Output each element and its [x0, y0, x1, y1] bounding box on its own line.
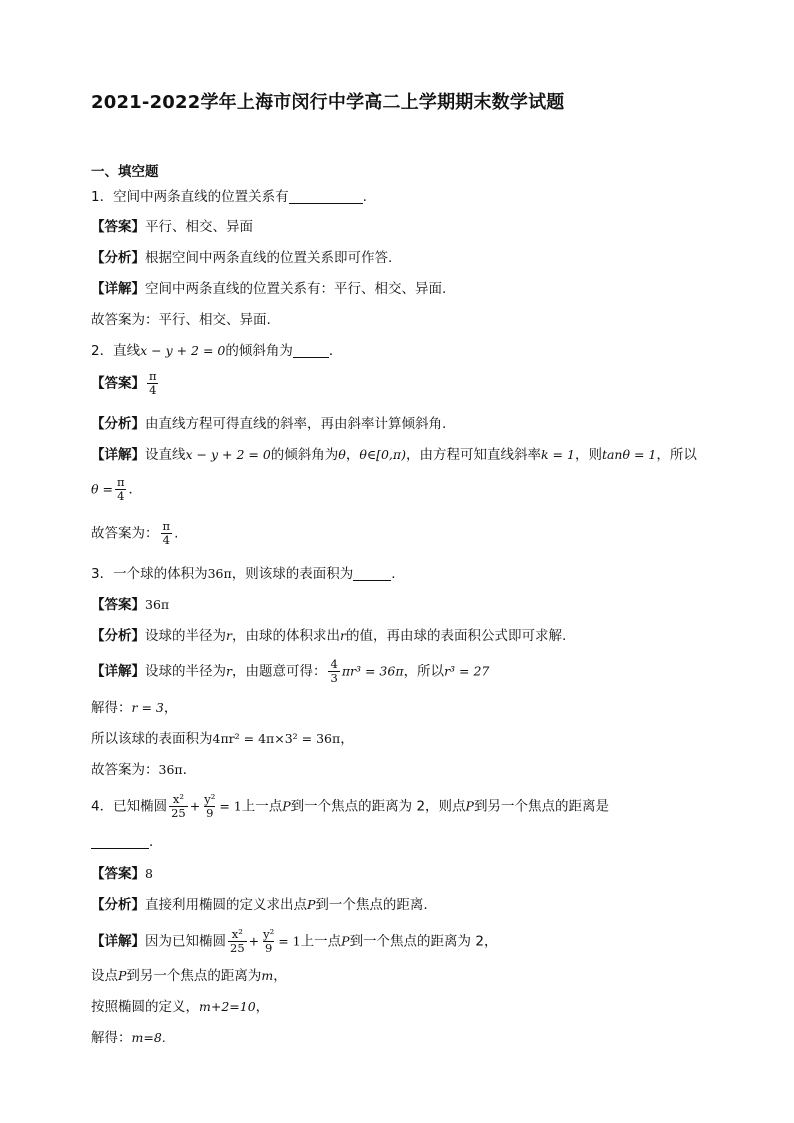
question-2: 2．直线x − y + 2 = 0的倾斜角为 ．: [91, 343, 343, 359]
section-heading: 一、填空题: [91, 164, 159, 180]
definition-4: 按照椭圆的定义，m+2=10，: [91, 999, 270, 1015]
answer-blank: [353, 566, 391, 581]
fraction: $\frac{\text{x²}}{25}$: [171, 792, 186, 820]
detail-4: 【详解】因为已知椭圆 $\frac{\text{x²}}{25}$ + $\frac{\text{y²}}{9}$ = 1上一点P到一个焦点的距离为 2，: [91, 927, 498, 955]
analysis-3: 【分析】设球的半径为r，由球的体积求出r的值，再由球的表面积公式即可求解.: [91, 628, 567, 644]
answer-blank: [91, 834, 149, 849]
detail-2: 【详解】设直线x − y + 2 = 0的倾斜角为θ，θ∈[0,π)，由方程可知直线斜率k = 1，则tanθ = 1，所以: [91, 447, 697, 463]
answer-1: 【答案】平行、相交、异面: [91, 219, 253, 235]
detail-2-cont: θ = $\frac{\pi}{4}$ ．: [91, 475, 143, 503]
analysis-1: 【分析】根据空间中两条直线的位置关系即可作答.: [91, 250, 393, 266]
answer-2: 【答案】 $\frac{\pi}{4}$: [91, 369, 157, 397]
solve-4: 解得：m=8.: [91, 1030, 166, 1046]
question-4: 4．已知椭圆 $\frac{\text{x²}}{25}$ + $\frac{\text{y²}}{9}$ = 1上一点P到一个焦点的距离为 2，则点P到另一个焦点的距离是: [91, 792, 609, 820]
conclusion-2: 故答案为： $\frac{\pi}{4}$ .: [91, 519, 179, 547]
document-title: 2021-2022学年上海市闵行中学高二上学期期末数学试题: [91, 92, 565, 113]
fraction: $\frac{\text{y²}}{9}$: [204, 792, 216, 820]
fraction: $\frac{4}{3}$: [330, 657, 338, 685]
answer-3: 【答案】36π: [91, 597, 170, 613]
analysis-2: 【分析】由直线方程可得直线的斜率，再由斜率计算倾斜角.: [91, 416, 447, 432]
question-3: 3．一个球的体积为36π，则该球的表面积为 .: [91, 566, 396, 582]
detail-1: 【详解】空间中两条直线的位置关系有：平行、相交、异面.: [91, 281, 447, 297]
analysis-4: 【分析】直接利用椭圆的定义求出点P到一个焦点的距离.: [91, 897, 428, 913]
fraction: $\frac{\text{x²}}{25}$: [230, 927, 245, 955]
area-3: 所以该球的表面积为4πr² = 4π×3² = 36π，: [91, 731, 354, 747]
fraction: $\frac{\text{y²}}{9}$: [263, 927, 275, 955]
fraction: $\frac{\pi}{4}$: [149, 369, 157, 397]
conclusion-1: 故答案为：平行、相交、异面.: [91, 312, 271, 328]
question-4-blank: ．: [91, 832, 163, 852]
set-4: 设点P到另一个焦点的距离为m，: [91, 968, 287, 984]
fraction: $\frac{\pi}{4}$: [116, 475, 125, 503]
conclusion-3: 故答案为：36π.: [91, 762, 187, 778]
question-1: 1．空间中两条直线的位置关系有 .: [91, 189, 367, 205]
answer-4: 【答案】8: [91, 866, 153, 882]
detail-3: 【详解】设球的半径为r，由题意可得： $\frac{4}{3}$ πr³ = 36π，所以r³ = 27: [91, 657, 490, 685]
fraction: $\frac{\pi}{4}$: [162, 519, 171, 547]
solve-3: 解得：r = 3，: [91, 700, 178, 716]
answer-blank: [289, 189, 363, 204]
answer-blank: [293, 343, 329, 358]
